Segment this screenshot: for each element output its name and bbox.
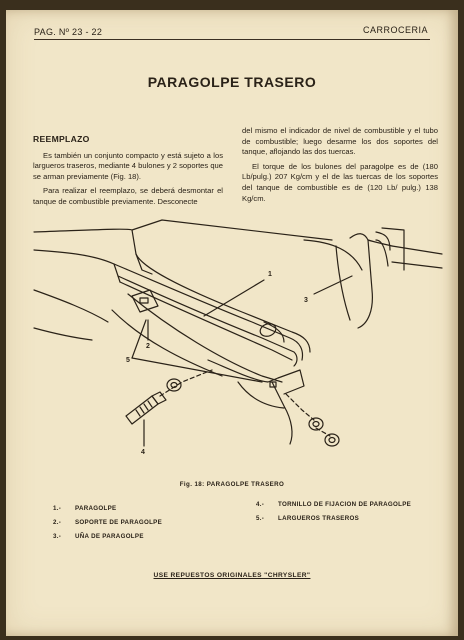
page-number: PAG. Nº 23 - 22 [34,27,103,37]
legend-text: TORNILLO DE FIJACION DE PARAGOLPE [278,501,412,508]
legend-text: SOPORTE DE PARAGOLPE [75,519,163,526]
callout-label: 5 [126,357,130,364]
callout-label: 3 [304,297,308,304]
section-heading: REEMPLAZO [33,134,90,144]
legend-text: UÑA DE PARAGOLPE [75,533,144,540]
legend-right [256,498,411,526]
paragraph: del mismo el indicador de nivel de combustible y el tubo de combustible; luego desarme los dos soportes del tanque, aflojando las dos tuercas. [242,126,438,157]
legend-item [256,498,411,512]
legend-item [53,516,162,530]
legend-left [53,502,162,544]
page-title: PARAGOLPE TRASERO [147,74,317,90]
figure-caption: Fig. 18: PARAGOLPE TRASERO [179,481,285,488]
legend-number: 2.- [53,519,62,526]
bumper-exploded-diagram [32,210,450,472]
section-name: CARROCERIA [362,25,428,35]
footer-note [6,572,458,579]
legend-number: 3.- [53,533,62,540]
manual-page [6,10,458,636]
legend-item [256,512,411,526]
callout-label: 4 [141,449,145,456]
callout-label: 2 [146,343,150,350]
legend-text: LARGUEROS TRASEROS [278,515,360,522]
legend-number: 4.- [256,501,265,508]
paragraph: Para realizar el reemplazo, se deberá desmontar el tanque de combustible previamente. Desconecte [33,186,223,206]
callout-label: 1 [268,271,272,278]
right-column [242,126,438,208]
header-rule [34,39,430,40]
legend-item [53,502,162,516]
legend-number: 1.- [53,505,62,512]
legend-text: PARAGOLPE [75,505,117,512]
left-column [33,134,223,212]
paragraph: Es también un conjunto compacto y está sujeto a los largueros traseros, mediante 4 bulones y 2 soportes que se arman previamente (Fig. 18). [33,150,223,181]
paragraph: El torque de los bulones del paragolpe es de (180 Lb/pulg.) 207 Kg/cm y el de las tuercas de los soportes del tanque de combustible es de (120 Lb/ pulg.) 138 Kg/cm. [242,161,438,203]
legend-number: 5.- [256,515,265,522]
footer-text: USE REPUESTOS ORIGINALES "CHRYSLER" [153,572,311,579]
legend-item [53,530,162,544]
